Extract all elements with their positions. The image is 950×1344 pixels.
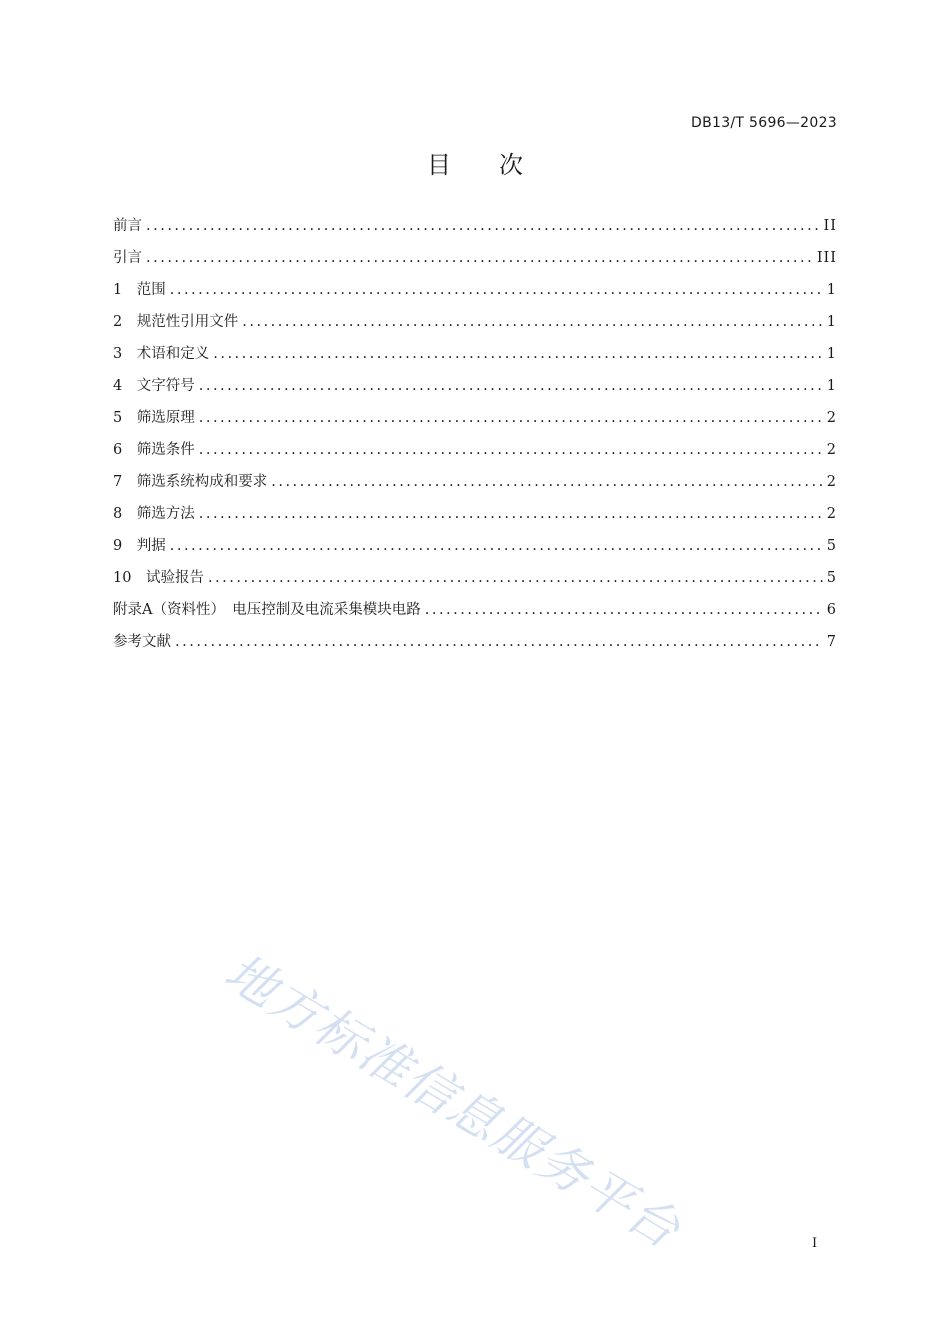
toc-entry-page: 2 xyxy=(826,442,837,458)
toc-dot-leader xyxy=(175,634,823,650)
toc-entry-introduction[interactable] xyxy=(113,246,837,278)
toc-entry-criteria[interactable] xyxy=(113,534,837,566)
toc-entry-appendix-a[interactable] xyxy=(113,598,837,630)
toc-dot-leader xyxy=(170,538,823,554)
toc-entry-page: 1 xyxy=(826,314,837,330)
toc-dot-leader xyxy=(170,282,823,298)
toc-entry-label: 5 筛选原理 xyxy=(113,410,195,426)
table-of-contents xyxy=(113,214,837,662)
watermark: 地方标准信息服务平台 xyxy=(215,942,691,1261)
toc-entry-label: 4 文字符号 xyxy=(113,378,195,394)
page-title: 目次 xyxy=(427,151,571,179)
toc-entry-screening-method[interactable] xyxy=(113,502,837,534)
toc-dot-leader xyxy=(208,570,823,586)
page-number: I xyxy=(812,1236,818,1251)
toc-entry-bibliography[interactable] xyxy=(113,630,837,662)
toc-entry-label: 6 筛选条件 xyxy=(113,442,195,458)
toc-entry-test-report[interactable] xyxy=(113,566,837,598)
toc-dot-leader xyxy=(146,250,813,266)
toc-entry-page: 7 xyxy=(826,634,837,650)
toc-entry-normative-references[interactable] xyxy=(113,310,837,342)
toc-entry-label: 8 筛选方法 xyxy=(113,506,195,522)
toc-dot-leader xyxy=(199,378,823,394)
toc-entry-label: 前言 xyxy=(113,218,142,234)
toc-dot-leader xyxy=(146,218,820,234)
toc-entry-label: 2 规范性引用文件 xyxy=(113,314,239,330)
toc-entry-page: 5 xyxy=(826,538,837,554)
toc-entry-screening-principle[interactable] xyxy=(113,406,837,438)
toc-entry-label: 参考文献 xyxy=(113,634,171,650)
toc-entry-screening-conditions[interactable] xyxy=(113,438,837,470)
toc-entry-label: 7 筛选系统构成和要求 xyxy=(113,474,268,490)
toc-entry-page: 1 xyxy=(826,282,837,298)
toc-dot-leader xyxy=(199,442,823,458)
toc-entry-foreword[interactable] xyxy=(113,214,837,246)
toc-entry-label: 10 试验报告 xyxy=(113,570,204,586)
toc-dot-leader xyxy=(199,506,823,522)
toc-entry-label: 9 判据 xyxy=(113,538,166,554)
toc-entry-symbols[interactable] xyxy=(113,374,837,406)
toc-entry-scope[interactable] xyxy=(113,278,837,310)
toc-entry-system-requirements[interactable] xyxy=(113,470,837,502)
toc-entry-page: 1 xyxy=(826,378,837,394)
toc-entry-page: 1 xyxy=(826,346,837,362)
toc-dot-leader xyxy=(199,410,823,426)
toc-entry-page: II xyxy=(823,218,837,234)
document-code: DB13/T 5696—2023 xyxy=(691,115,837,131)
toc-entry-label: 3 术语和定义 xyxy=(113,346,210,362)
toc-dot-leader xyxy=(271,474,823,490)
toc-dot-leader xyxy=(425,602,823,618)
toc-entry-page: 2 xyxy=(826,474,837,490)
toc-entry-page: 2 xyxy=(826,410,837,426)
toc-entry-label: 引言 xyxy=(113,250,142,266)
toc-entry-page: III xyxy=(816,250,837,266)
toc-entry-label: 附录A（资料性） 电压控制及电流采集模块电路 xyxy=(113,602,421,618)
toc-entry-page: 5 xyxy=(826,570,837,586)
toc-dot-leader xyxy=(213,346,823,362)
toc-entry-terms-definitions[interactable] xyxy=(113,342,837,374)
toc-entry-label: 1 范围 xyxy=(113,282,166,298)
toc-dot-leader xyxy=(242,314,823,330)
toc-entry-page: 6 xyxy=(826,602,837,618)
toc-entry-page: 2 xyxy=(826,506,837,522)
